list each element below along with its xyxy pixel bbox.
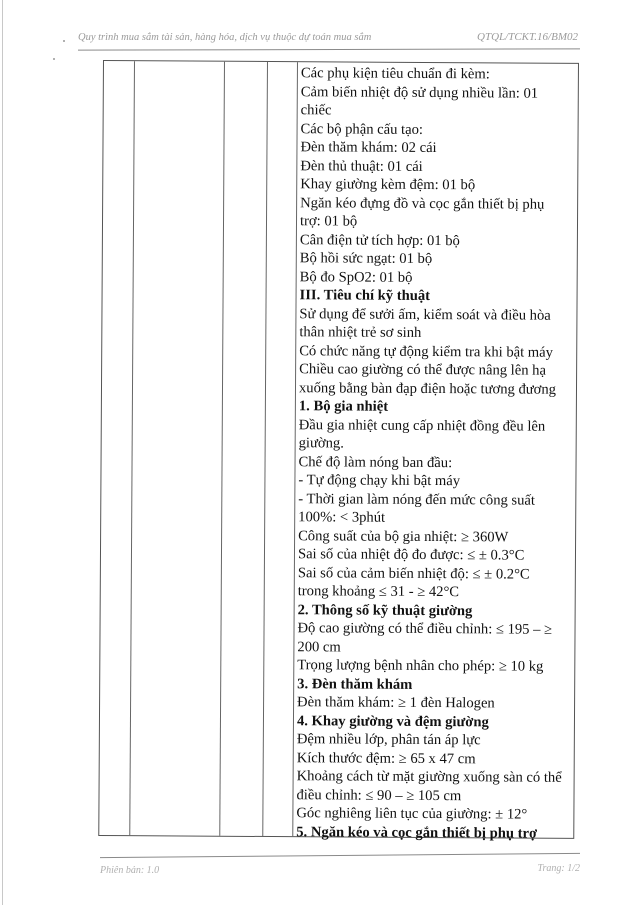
spec-line: Đèn thủ thuật: 01 cái (300, 157, 423, 175)
spec-line: Kích thước đệm: ≥ 65 x 47 cm (296, 749, 476, 767)
spec-line: Khay giường kèm đệm: 01 bộ (300, 176, 476, 194)
header-title: Quy trình mua sắm tài sản, hàng hóa, dịch vụ thuộc dự toán mua sắm (78, 32, 372, 43)
spec-line: Đèn thăm khám: 02 cái (300, 139, 437, 157)
spec-line: Cân điện tử tích hợp: 01 bộ (299, 231, 460, 249)
scan-dot (53, 58, 55, 60)
footer-version: Phiên bản: 1.0 (100, 865, 160, 876)
spec-line: Các phụ kiện tiêu chuẩn đi kèm: (300, 65, 490, 83)
spec-line: xuống bằng bàn đạp điện hoặc tương đương (298, 379, 557, 398)
spec-cell (296, 62, 576, 843)
spec-line: giường. (298, 435, 344, 452)
section-heading: 4. Khay giường và đệm giường (296, 712, 489, 730)
spec-line: Sai số của nhiệt độ đo được: ≤ ± 0.3°C (297, 546, 525, 564)
spec-line: Cảm biến nhiệt độ sử dụng nhiều lần: 01 (300, 83, 539, 102)
spec-line: Khoảng cách từ mặt giường xuống sàn có thể (296, 768, 562, 786)
spec-line: Các bộ phận cấu tạo: (300, 120, 424, 138)
footer-rule (100, 853, 580, 858)
section-heading: 2. Thông số kỹ thuật giường (297, 601, 473, 619)
spec-line: Chiều cao giường có thể được nâng lên hạ (299, 361, 547, 379)
spec-line: Công suất của bộ gia nhiệt: ≥ 360W (298, 527, 509, 545)
section-heading: 3. Đèn thăm khám (297, 675, 413, 693)
section-heading: 5. Ngăn kéo và cọc gắn thiết bị phụ trợ (296, 823, 538, 842)
section-heading: 1. Bộ gia nhiệt (298, 398, 389, 415)
spec-table (98, 60, 579, 842)
spec-line: Đệm nhiều lớp, phân tán áp lực (296, 731, 481, 749)
spec-line: thân nhiệt trẻ sơ sinh (299, 324, 422, 341)
header-doc-code: QTQL/TCKT.16/BM02 (477, 31, 578, 43)
spec-line: chiếc (300, 102, 332, 119)
spec-line: - Thời gian làm nóng đến mức công suất (298, 490, 536, 509)
header-rule (78, 48, 580, 50)
spec-line: Trọng lượng bệnh nhân cho phép: ≥ 10 kg (297, 657, 544, 675)
spec-line: Chế độ làm nóng ban đầu: (298, 453, 453, 471)
spec-line: Ngăn kéo đựng đồ và cọc gắn thiết bị phụ (300, 194, 545, 213)
spec-line: Bộ hồi sức ngạt: 01 bộ (299, 250, 433, 268)
spec-line: Góc nghiêng liên tục của giường: ± 12° (296, 805, 528, 823)
spec-line: Sử dụng để sưởi ấm, kiểm soát và điều hòa (299, 305, 551, 324)
spec-line: - Tự động chạy khi bật máy (298, 472, 461, 490)
spec-line: Đèn thăm khám: ≥ 1 đèn Halogen (297, 694, 495, 712)
footer-page-number: Trang: 1/2 (537, 863, 580, 874)
spec-line: Độ cao giường có thể điều chỉnh: ≤ 195 – ≥ (297, 620, 553, 638)
spec-line: trong khoảng ≤ 31 - ≥ 42°C (297, 583, 460, 601)
spec-line: trợ: 01 bộ (299, 213, 358, 230)
scan-dot (63, 40, 65, 42)
spec-line: 100%: < 3phút (298, 509, 386, 526)
page-footer (100, 863, 580, 879)
spec-line: 200 cm (297, 638, 341, 655)
spec-line: Sai số của cảm biến nhiệt độ: ≤ ± 0.2°C (297, 564, 530, 583)
page-edge (2, 0, 3, 905)
section-heading: III. Tiêu chí kỹ thuật (299, 287, 431, 305)
spec-line: Có chức năng tự động kiểm tra khi bật máy (299, 342, 554, 361)
spec-line: Bộ đo SpO2: 01 bộ (299, 268, 413, 286)
column-divider-2 (219, 62, 225, 836)
column-divider-1 (129, 61, 135, 835)
column-divider-3 (262, 62, 268, 836)
page-header (78, 28, 578, 48)
spec-line: điều chỉnh: ≤ 90 – ≥ 105 cm (296, 786, 462, 804)
spec-line: Đầu gia nhiệt cung cấp nhiệt đồng đều lên (298, 416, 546, 435)
